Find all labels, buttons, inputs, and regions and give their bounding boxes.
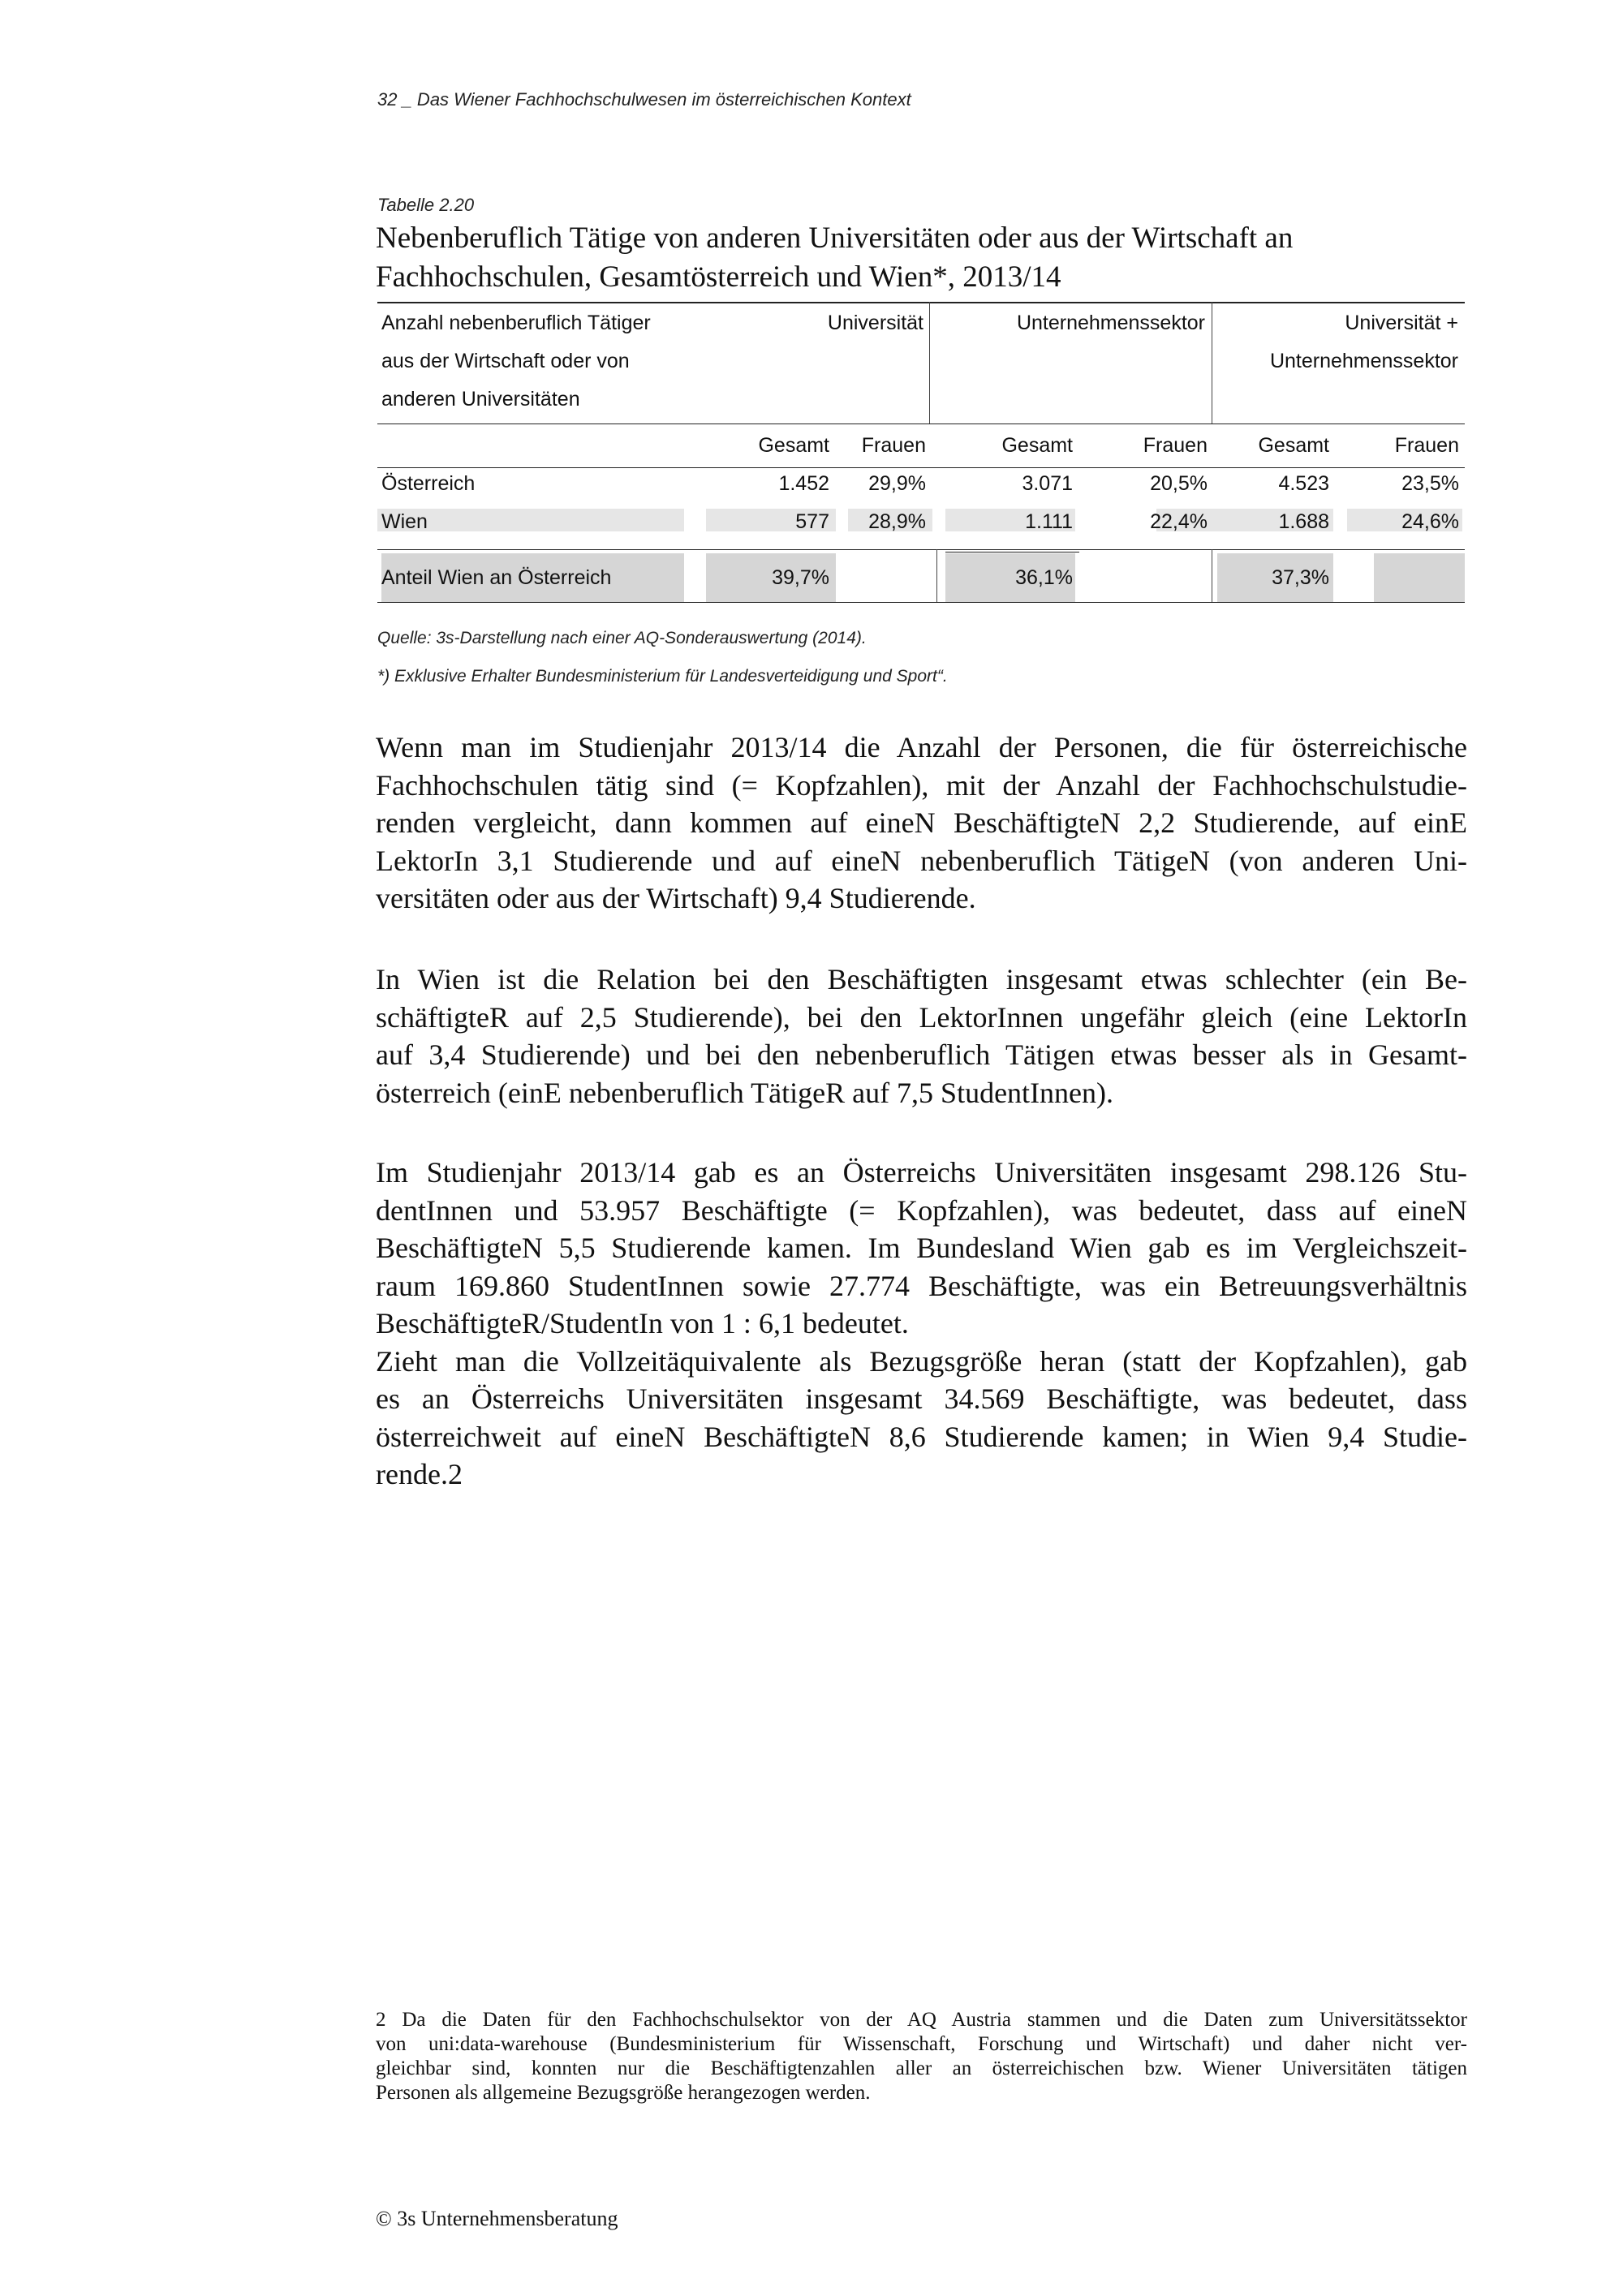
cell-value: 22,4%: [1150, 510, 1208, 533]
group-header-beide: Unternehmenssektor: [1269, 350, 1458, 372]
cell-value: 28,9%: [868, 510, 926, 533]
table-footnote: *) Exklusive Erhalter Bundesministerium für Landesverteidigung und Sport“.: [377, 667, 948, 686]
cell-value: 3.071: [1022, 472, 1073, 495]
text-line: renden vergleicht, dann kommen auf eineN BeschäftigteN 2,2 Studierende, auf einE: [376, 806, 1467, 839]
paragraph-3: [376, 1154, 1467, 1494]
subheader-gesamt: Gesamt: [1258, 434, 1329, 457]
cell-value: 20,5%: [1150, 472, 1208, 495]
text-line: Wenn man im Studienjahr 2013/14 die Anzahl der Personen, die für österreichische: [376, 731, 1467, 763]
text-line: LektorIn 3,1 Studierende und auf eineN nebenberuflich TätigeN (von anderen Uni-: [376, 844, 1467, 877]
text-line: auf 3,4 Studierende) und bei den nebenberuflich Tätigen etwas besser als in Gesamt-: [376, 1038, 1467, 1071]
footnote-line: 2 Da die Daten für den Fachhochschulsektor von der AQ Austria stammen und die Daten zum Universitätssektor: [376, 2009, 1467, 2031]
subheader-gesamt: Gesamt: [758, 434, 829, 457]
table-title-line: Nebenberuflich Tätige von anderen Universitäten oder aus der Wirtschaft an: [376, 221, 1294, 255]
text-line: schäftigteR auf 2,5 Studierende), bei den LektorInnen ungefähr gleich (eine LektorIn: [376, 1000, 1467, 1034]
header-desc-line: Anzahl nebenberuflich Tätiger: [381, 312, 651, 334]
cell-value: 1.111: [1025, 510, 1073, 533]
header-desc-line: aus der Wirtschaft oder von: [381, 350, 630, 372]
text-line: BeschäftigteN 5,5 Studierende kamen. Im Bundesland Wien gab es im Vergleichszeit-: [376, 1232, 1467, 1264]
table-rule: [377, 302, 1465, 303]
group-header-unternehmen: Unternehmenssektor: [1016, 312, 1205, 334]
text-line: BeschäftigteR/StudentIn von 1 : 6,1 bedeutet.: [376, 1307, 909, 1339]
cell-value: 4.523: [1278, 472, 1329, 495]
table-rule: [377, 467, 1465, 468]
text-line: Fachhochschulen tätig sind (= Kopfzahlen), mit der Anzahl der Fachhochschulstudie-: [376, 768, 1467, 802]
text-line: österreichweit auf eineN BeschäftigteN 8,6 Studierende kamen; in Wien 9,4 Studie-: [376, 1420, 1467, 1453]
data-table: [377, 302, 1465, 604]
cell-value: 1.452: [778, 472, 829, 495]
row-label: Wien: [381, 510, 428, 533]
subheader-gesamt: Gesamt: [1001, 434, 1073, 457]
table-rule: [377, 549, 1465, 550]
running-header: 32 _ Das Wiener Fachhochschulwesen im österreichischen Kontext: [377, 89, 911, 110]
text-line: Im Studienjahr 2013/14 gab es an Österreichs Universitäten insgesamt 298.126 Stu-: [376, 1156, 1467, 1189]
cell-value: 29,9%: [868, 472, 926, 495]
paragraph-2: [376, 961, 1467, 1111]
text-line: rende.2: [376, 1458, 463, 1490]
text-line: Zieht man die Vollzeitäquivalente als Bezugsgröße heran (statt der Kopfzahlen), gab: [376, 1344, 1467, 1378]
cell-value: 24,6%: [1401, 510, 1459, 533]
anteil-value: 37,3%: [1272, 566, 1329, 589]
table-rule: [377, 602, 1465, 603]
table-title: [376, 219, 1479, 297]
table-rule: [945, 552, 1079, 553]
text-line: dentInnen und 53.957 Beschäftigte (= Kopfzahlen), was bedeutet, dass auf eineN: [376, 1193, 1467, 1227]
table-source: Quelle: 3s-Darstellung nach einer AQ-Sonderauswertung (2014).: [377, 629, 867, 647]
row-label: Österreich: [381, 472, 476, 495]
cell-value: 23,5%: [1401, 472, 1459, 495]
text-line: es an Österreichs Universitäten insgesamt 34.569 Beschäftigte, was bedeutet, dass: [376, 1382, 1467, 1415]
footnote-line: Personen als allgemeine Bezugsgröße herangezogen werden.: [376, 2082, 871, 2104]
cell-value: 577: [795, 510, 829, 533]
anteil-value: 36,1%: [1015, 566, 1073, 589]
paragraph-1: [376, 729, 1467, 918]
text-line: österreich (einE nebenberuflich TätigeR auf 7,5 StudentInnen).: [376, 1076, 1114, 1109]
header-desc-line: anderen Universitäten: [381, 388, 580, 411]
subheader-frauen: Frauen: [861, 434, 926, 457]
text-line: versitäten oder aus der Wirtschaft) 9,4 Studierende.: [376, 882, 976, 914]
anteil-value: 39,7%: [772, 566, 829, 589]
group-header-universitaet: Universität: [827, 312, 923, 334]
text-line: raum 169.860 StudentInnen sowie 27.774 Beschäftigte, was ein Betreuungsverhältnis: [376, 1269, 1467, 1302]
shade-cell: [1374, 553, 1465, 602]
text-line: In Wien ist die Relation bei den Beschäftigten insgesamt etwas schlechter (ein Be-: [376, 963, 1467, 995]
copyright: © 3s Unternehmensberatung: [376, 2207, 618, 2230]
anteil-label: Anteil Wien an Österreich: [381, 566, 612, 589]
table-divider: [936, 549, 937, 602]
group-header-beide: Universität +: [1345, 312, 1458, 334]
cell-value: 1.688: [1278, 510, 1329, 533]
table-divider: [929, 302, 930, 424]
subheader-frauen: Frauen: [1394, 434, 1459, 457]
footnote-2: [376, 2008, 1467, 2105]
footnote-line: von uni:data-warehouse (Bundesministerium für Wissenschaft, Forschung und Wirtschaft) und daher nicht ver-: [376, 2033, 1467, 2055]
table-title-line: Fachhochschulen, Gesamtösterreich und Wien*, 2013/14: [376, 260, 1061, 294]
table-label: Tabelle 2.20: [377, 195, 475, 215]
subheader-frauen: Frauen: [1143, 434, 1208, 457]
footnote-line: gleichbar sind, konnten nur die Beschäftigtenzahlen aller an österreichischen bzw. Wiener Universitäten tätigen: [376, 2057, 1467, 2079]
